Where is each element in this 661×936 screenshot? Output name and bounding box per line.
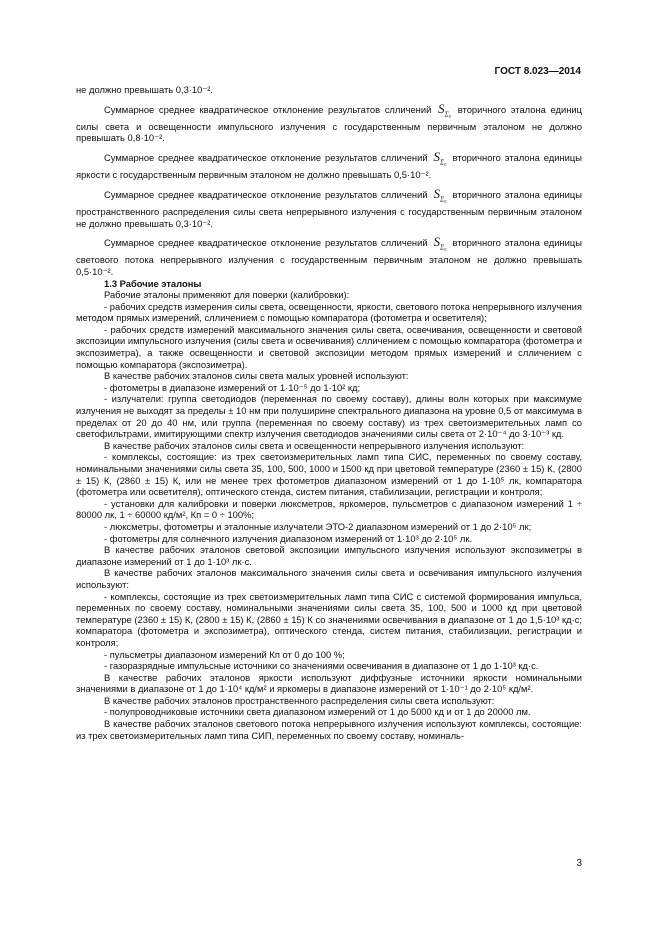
- paragraph: В качестве рабочих эталонов пространственного распределения силы света используют:: [104, 694, 495, 706]
- paragraph: В качестве рабочих эталонов силы света и освещенности непрерывного излучения используют:: [104, 439, 525, 451]
- list-item: - рабочих средств измерений максимального значения силы света, освечивания, освещенности и световой экспозиции импульсного излучения (силы света и освечивания) слличением с помощью компаратора (фотометра и экспозиметра), а также освещенности и световой экспозиции методом прямых измерений и слличением с помощью компаратора (экспозиметра).: [76, 323, 582, 370]
- paragraph-text: Суммарное среднее квадратическое отклонение результатов слличений: [104, 151, 428, 163]
- paragraph-text: вторичного эталона единицы яркости с государственным первичным эталоном не должно превышать 0,5·10⁻².: [76, 151, 583, 181]
- paragraph-text: Суммарное среднее квадратическое отклонение результатов слличений: [104, 237, 428, 249]
- paragraph-text: вторичного эталона единицы светового потока непрерывного излучения с государственным первичным эталоном не должно превышать 0,5·10⁻².: [76, 237, 583, 277]
- list-item: - пульсметры диапазоном измерений Кп от 0 до 100 %;: [104, 648, 345, 660]
- list-item: - комплексы, состоящие: из трех светоизмерительных ламп типа СИС, переменных по своему составу, номинальными значениями силы света 35, 100, 500, 1000 и 1500 кд при цветовой температуре (2360 ± 15) К, (2800 ± 15) К, (2860 ± 15) К, или не менее трех фотометров диапазоном измерений от 1 до 1·10⁵ лк, компаратора (фотометра или осветителя), оптического стенда, систем питания, стабилизации, регистрации и контроля;: [76, 451, 582, 498]
- paragraph: В качестве рабочих эталонов силы света малых уровней используют:: [104, 370, 409, 382]
- paragraph-text: Суммарное среднее квадратическое отклонение результатов слличений: [104, 188, 428, 200]
- paragraph: [76, 185, 583, 229]
- list-item: - полупроводниковые источники света диапазоном измерений от 1 до 5000 кд и от 1 до 20000 лм.: [104, 706, 531, 718]
- list-item: - установки для калибровки и поверки люксметров, яркомеров, пульсметров с диапазоном измерений 1 ÷ 80000 лк, 1 ÷ 60000 кд/м², Кп = 0 ÷ 100%;: [76, 497, 582, 521]
- deviation-symbol: $S_{\Sigma_0}$: [437, 100, 452, 119]
- paragraph-text: вторичного эталона единицы пространственного распределения силы света непрерывного излучения с государственным первичным эталоном не должно превышать 0,3·10⁻².: [76, 188, 583, 229]
- page-number: 3: [576, 858, 582, 869]
- paragraph-text: вторичного эталона единиц силы света и освещенности импульсного излучения с государственным первичным эталоном не должно превышать 0,8·10⁻².: [76, 103, 583, 144]
- deviation-symbol: $S_{\Sigma_0}$: [433, 148, 447, 167]
- deviation-symbol: $S_{\Sigma_0}$: [433, 234, 447, 252]
- document-body: [76, 84, 582, 741]
- list-item: - фотометры для солнечного излучения диапазоном измерений от 1·10³ до 2·10⁵ лк.: [104, 532, 473, 544]
- paragraph: Рабочие эталоны применяют для поверки (калибровки):: [104, 289, 350, 301]
- list-item: - комплексы, состоящие из трех светоизмерительных ламп типа СИС с системой формирования импульса, переменных по своему составу, номинальными значениями силы света 35, 100, 500 и 1000 кд при цветовой температуре (2360 ± 15) К, (2800 ± 15) К, (2860 ± 15) К со значениями освечивания в диапазоне от 1 до 1,5·10³ кд·с; компаратора (фотометра и экспозиметра), оптического стенда, систем питания, стабилизации, регистрации и контроля;: [76, 590, 582, 648]
- list-item: - люксметры, фотометры и эталонные излучатели ЭТО-2 диапазоном измерений от 1 до 2·10⁵ лк;: [104, 520, 532, 532]
- deviation-symbol: $S_{\Sigma_0}$: [433, 185, 447, 204]
- document-header: ГОСТ 8.023—2014: [494, 66, 581, 77]
- paragraph: В качестве рабочих эталонов яркости используют диффузные источники яркости номинальными значениями в диапазоне от 1 до 1·10⁴ кд/м² и яркомеры в диапазоне измерений от 1·10⁻¹ до 2·10⁵ кд/м².: [76, 671, 582, 695]
- paragraph: В качестве рабочих эталонов световой экспозиции импульсного излучения используют экспозиметры в диапазоне измерений от 1 до 1·10³ лк·с.: [76, 544, 582, 567]
- paragraph: В качестве рабочих эталонов максимального значения силы света и освечивания импульсного излучения используют:: [76, 567, 582, 590]
- paragraph: [76, 236, 582, 277]
- list-item: - фотометры в диапазоне измерений от 1·10⁻⁵ до 1·10² кд;: [104, 381, 361, 393]
- list-item: - рабочих средств измерения силы света, освещенности, яркости, светового потока непрерывного излучения методом прямых измерений, слличением с помощью компаратора (фотометра и осветителя);: [76, 300, 582, 324]
- paragraph-text: Суммарное среднее квадратическое отклонение результатов слличений: [104, 103, 432, 115]
- paragraph: [76, 148, 583, 181]
- list-item: - излучатели: группа светодиодов (переменная по своему составу), длины волн которых при максимуме излучения не выходят за пределы ± 10 нм при полуширине спектрального диапазона на уровне 0,5 от максимума в пределах от 20 до 40 нм, или группа (переменная по своему составу) из трех светоизмерительных ламп со светофильтрами, имитирующими спектр излучения светодиодов значениями силы света от 2·10⁻⁴ до 3·10⁻³ кд.: [76, 393, 582, 440]
- paragraph: не должно превышать 0,3·10⁻².: [76, 84, 214, 95]
- paragraph: В качестве рабочих эталонов светового потока непрерывного излучения используют комплексы, состоящие: из трех светоизмерительных ламп типа СИП, переменных по своему составу, номиналь-: [76, 718, 582, 741]
- list-item: - газоразрядные импульсные источники со значениями освечивания в диапазоне от 1 до 1·10³ кд·с.: [104, 660, 539, 672]
- section-heading: 1.3 Рабочие эталоны: [104, 277, 202, 289]
- paragraph: [76, 100, 583, 144]
